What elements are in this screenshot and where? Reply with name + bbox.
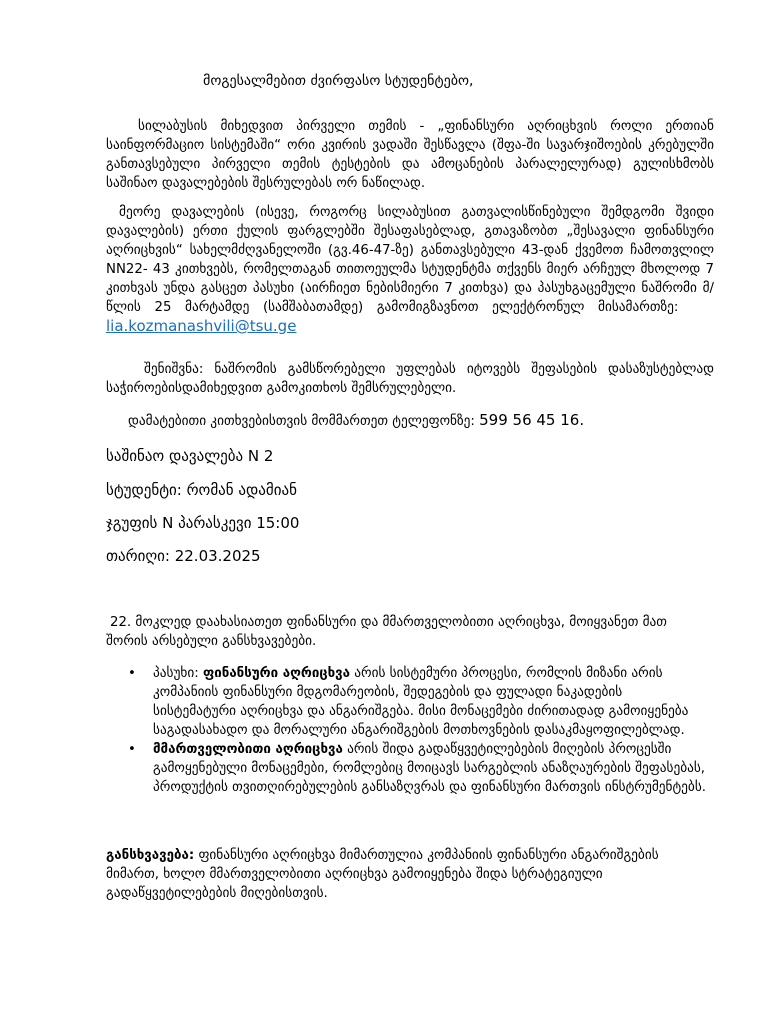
date-field: თარიღი: 22.03.2025 — [106, 547, 261, 565]
question-text — [106, 613, 706, 651]
answer-text: არის სისტემური პროცესი, რომლის მიზანი არის კომპანიის ფინანსური მდგომარეობის, შედეგების და ფულადი ნაკადების სისტემატური აღრიცხვა და ანგარიშგება. მისი მონაცემები ძირითადად გამოიყენება საგადასახადო და მორალური ანგარიშგების მოთხოვნების დასაკმაყოფილებლად. — [153, 666, 689, 738]
phone-number: 599 56 45 16. — [479, 411, 585, 429]
second-paragraph-text: მეორე დავალების (ისევე, როგორც სილაბუსით გათვალისწინებული შემდგომი შვიდი დავალების) ერთი ქულის ფარგლებში შესაფასებლად, გთავაზობთ „შესავალი ფინანსური აღრიცხვის“ სახელმძღვანელოში (გვ.46-47-ზე) განთავსებული 43-დან ქვემოთ ჩამოთვლილ NN22- 43 კითხვებს, რომელთაგან თითოეულმა სტუდენტმა თქვენს მიერ არჩეულ მხოლოდ 7 კითხვას უნდა გასცეთ პასუხი (აირჩიეთ ნებისმიერი 7 კითხვა) და პასუხგაცემული ნაშრომი მ/წლის 25 მარტამდე (სამშაბათამდე) გამომიგზავნოთ ელექტრონულ მისამართზე: — [106, 205, 714, 315]
answer-list — [128, 664, 706, 797]
contact-line — [128, 411, 688, 431]
bullet-icon: • — [128, 666, 136, 681]
greeting: მოგესალმებით ძვირფასო სტუდენტებო, — [203, 73, 474, 89]
group-info: ჯგუფის N პარასკევი 15:00 — [106, 514, 300, 532]
answer-bold-term: ფინანსური აღრიცხვა — [202, 666, 351, 681]
homework-title: საშინაო დავალება N 2 — [106, 447, 274, 465]
contact-label: დამატებითი კითხვებისთვის მომმართეთ ტელეფონზე: — [128, 414, 475, 429]
list-item — [128, 740, 706, 797]
note-paragraph — [106, 360, 714, 398]
intro-paragraph — [106, 117, 714, 193]
list-item — [128, 664, 706, 740]
bullet-icon: • — [128, 742, 136, 757]
email-link[interactable]: lia.kozmanashvili@tsu.ge — [106, 317, 297, 335]
difference-paragraph — [106, 846, 666, 903]
note-text: შენიშვნა: ნაშრომის გამსწორებელი უფლებას იტოვებს შეფასების დასაზუსტებლად საჭიროებისდამიხედვით გამოკითხოს შემსრულებელი. — [106, 362, 714, 396]
student-name: სტუდენტი: რომან ადამიან — [106, 481, 297, 499]
answer-bold-term: მმართველობითი აღრიცხვა — [153, 742, 343, 757]
difference-bold-term: განსხვავება: — [106, 848, 195, 863]
difference-text: ფინანსური აღრიცხვა მიმართულია კომპანიის ფინანსური ანგარიშგების მიმართ, ხოლო მმართველობითი აღრიცხვა გამოიყენება შიდა სტრატეგიული გადაწყვეტილებების მიღებისთვის. — [106, 848, 659, 901]
second-paragraph — [106, 203, 714, 337]
intro-paragraph-text: სილაბუსის მიხედვით პირველი თემის - „ფინანსური აღრიცხვის როლი ერთიან საინფორმაციო სისტემაში“ ორი კვირის ვადაში შესწავლა (შფა-ში სავარჯიშოების კრებულში განთავსებული პირველი თემის ტესტების და ამოცანების პარალელურად) გულისხმობს საშინაო დავალებების შესრულებას ორ ნაწილად. — [106, 119, 714, 191]
answer-prefix: პასუხი: — [153, 666, 203, 681]
question-label: 22. მოკლედ დაახასიათეთ ფინანსური და მმართველობითი აღრიცხვა, მოიყვანეთ მათ შორის არსებული განსხვავებები. — [106, 615, 667, 649]
answer-text: არის შიდა გადაწყვეტილებების მიღების პროცესში გამოყენებული მონაცემები, რომლებიც მოიცავს სარგებლის ანაზღაურების შეფასებას, პროდუქტის თვითღირებულების განსაზღვრას და ფინანსური მართვის ინსტრუმენტებს. — [153, 742, 706, 795]
